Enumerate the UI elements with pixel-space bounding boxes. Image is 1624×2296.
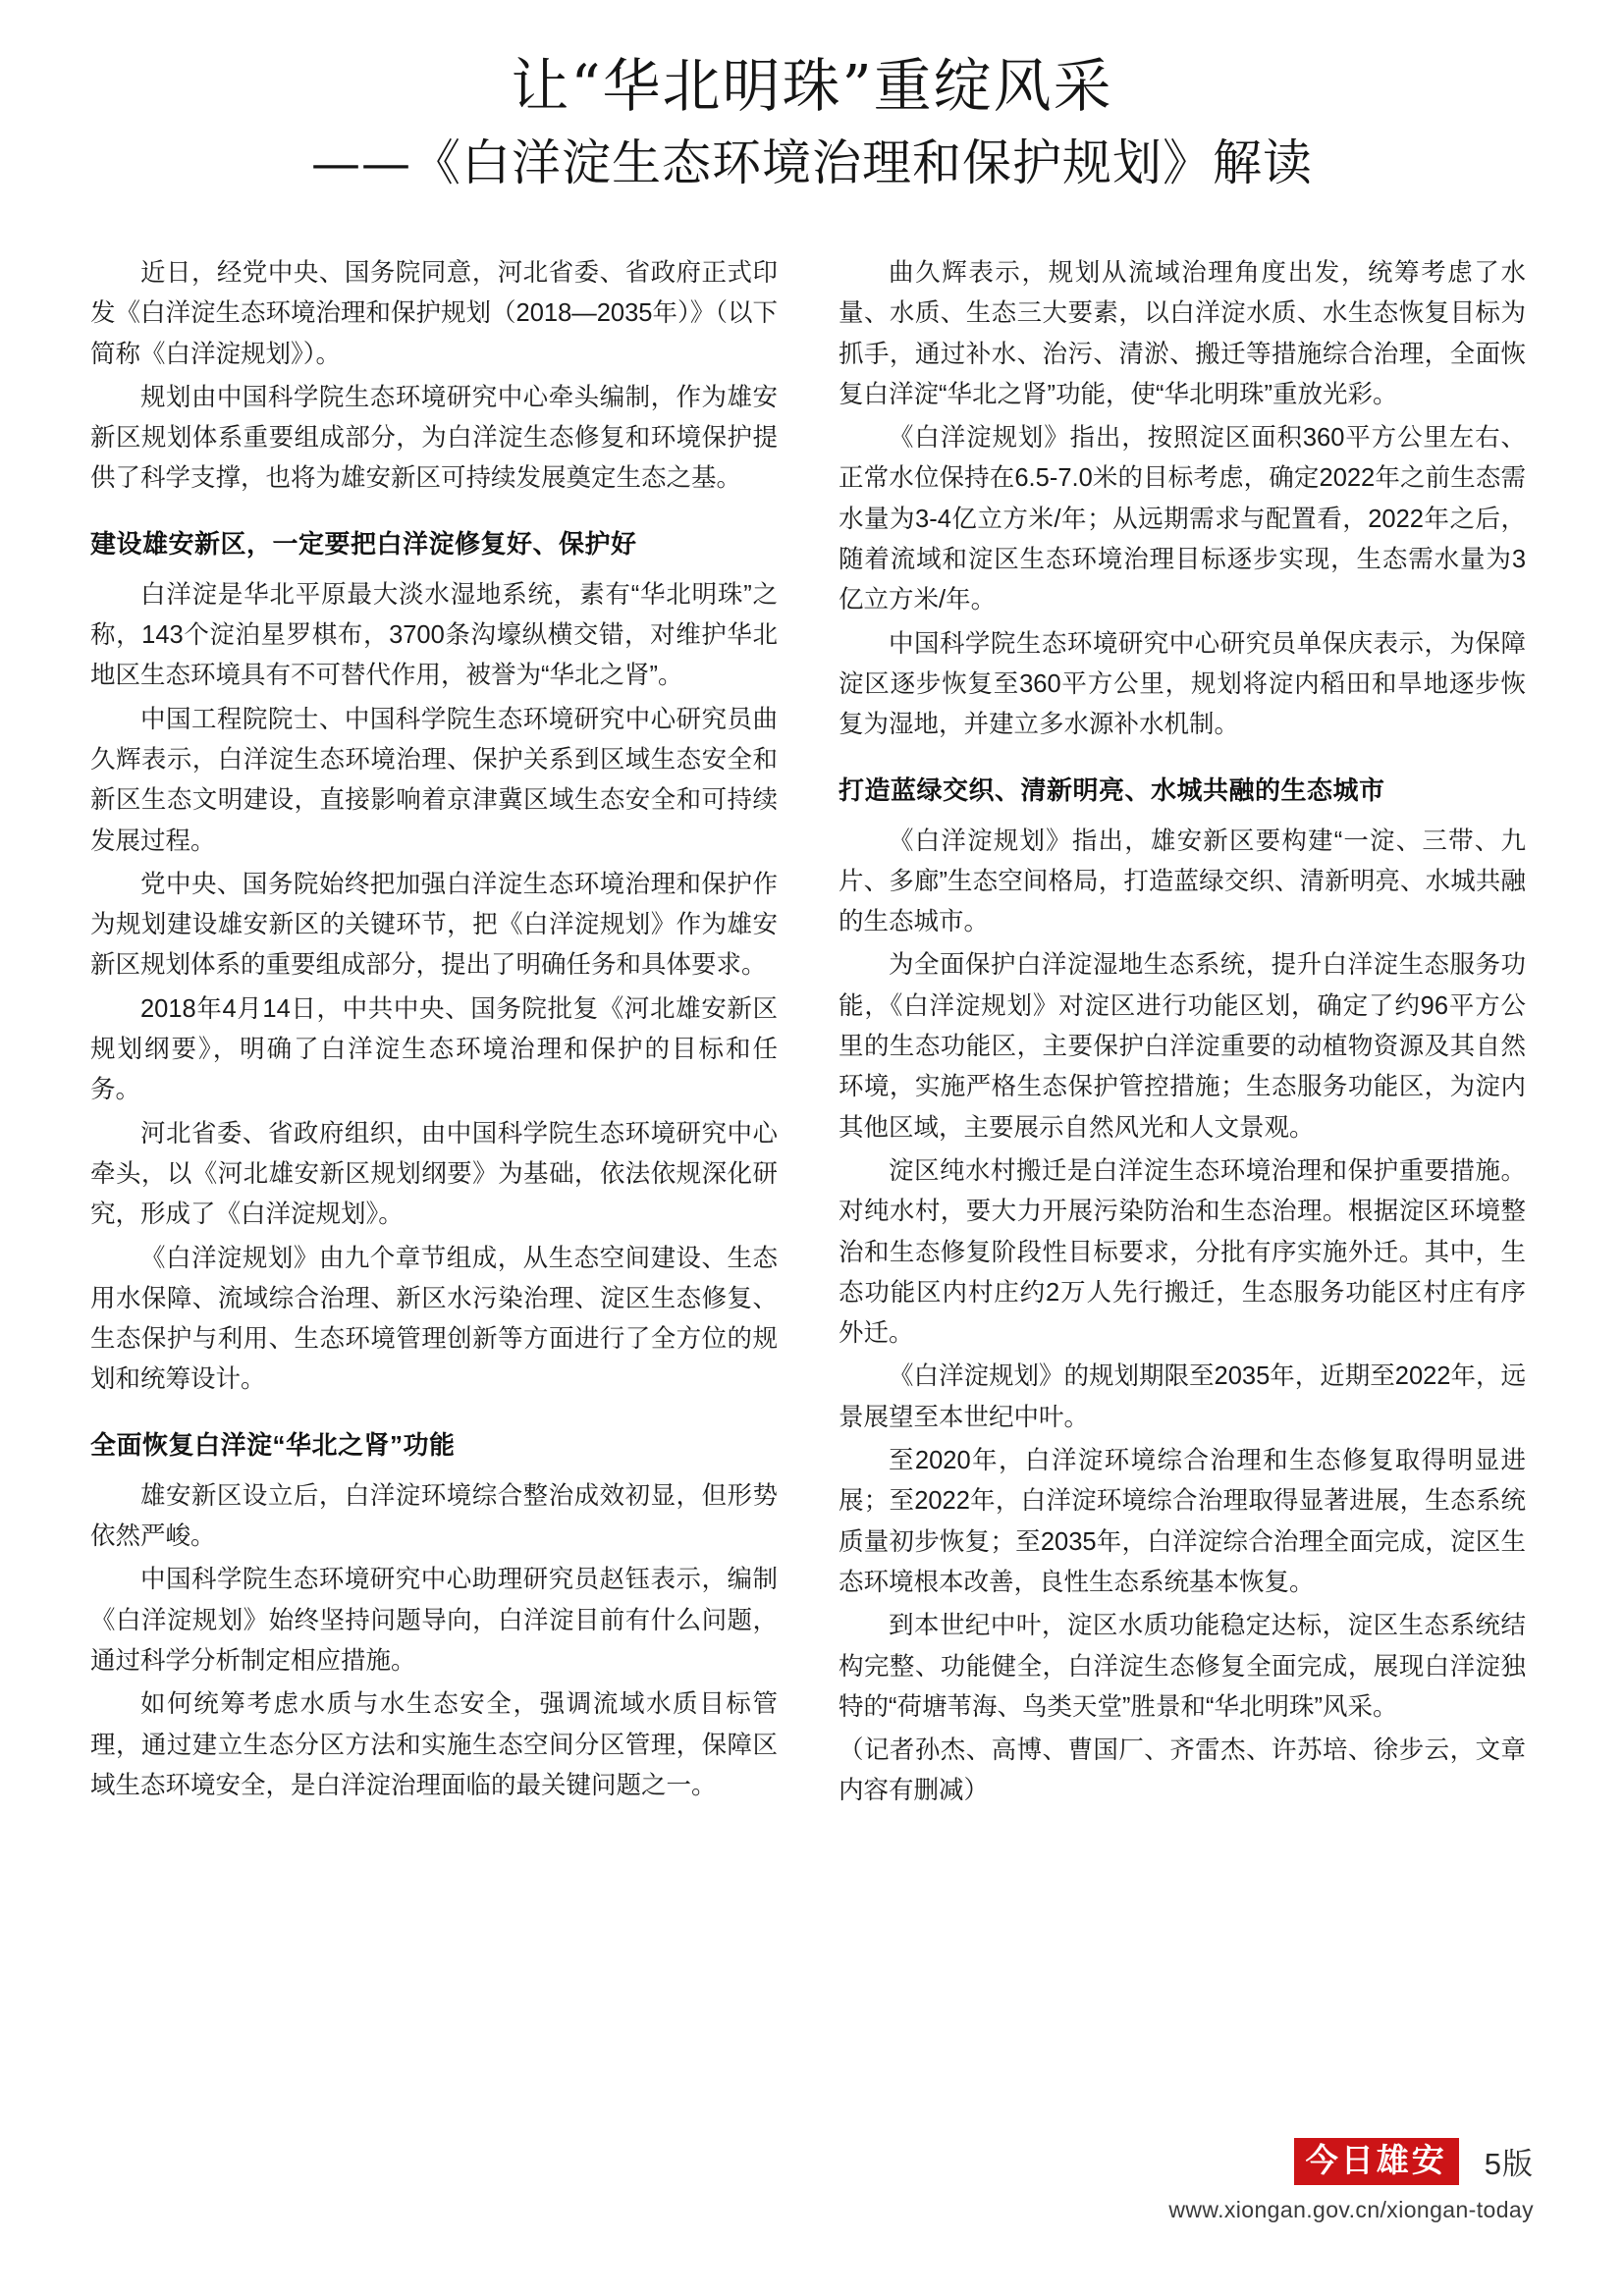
page-number: 5版 [1484, 2147, 1534, 2181]
article-paragraph: （记者孙杰、高博、曹国厂、齐雷杰、许苏培、徐步云，文章内容有删减） [839, 1736, 1526, 1805]
right-column [839, 253, 1526, 1815]
article-paragraph: 《白洋淀规划》由九个章节组成，从生态空间建设、生态用水保障、流域综合治理、新区水污染治理、淀区生态修复、生态保护与利用、生态环境管理创新等方面进行了全方位的规划和统筹设计。 [90, 1244, 778, 1394]
article-paragraph: 淀区纯水村搬迁是白洋淀生态环境治理和保护重要措施。对纯水村，要大力开展污染防治和生态治理。根据淀区环境整治和生态修复阶段性目标要求，分批有序实施外迁。其中，生态功能区内村庄约2万人先行搬迁，生态服务功能区村庄有序外迁。 [839, 1156, 1526, 1348]
left-column [90, 253, 778, 1815]
section-subheading: 打造蓝绿交织、清新明亮、水城共融的生态城市 [839, 774, 1385, 805]
article-paragraph: 中国科学院生态环境研究中心研究员单保庆表示，为保障淀区逐步恢复至360平方公里，规划将淀内稻田和旱地逐步恢复为湿地，并建立多水源补水机制。 [839, 629, 1526, 739]
page-footer [984, 2138, 1534, 2223]
article-paragraph: 中国科学院生态环境研究中心助理研究员赵钰表示，编制《白洋淀规划》始终坚持问题导向，白洋淀目前有什么问题，通过科学分析制定相应措施。 [90, 1566, 778, 1675]
section-subheading: 全面恢复白洋淀“华北之肾”功能 [90, 1429, 456, 1460]
footer-row [984, 2138, 1534, 2185]
article-paragraph: 党中央、国务院始终把加强白洋淀生态环境治理和保护作为规划建设雄安新区的关键环节，把《白洋淀规划》作为雄安新区规划体系的重要组成部分，提出了明确任务和具体要求。 [90, 870, 778, 980]
article-paragraph: 到本世纪中叶，淀区水质功能稳定达标，淀区生态系统结构完整、功能健全，白洋淀生态修复全面完成，展现白洋淀独特的“荷塘苇海、鸟类天堂”胜景和“华北明珠”风采。 [839, 1612, 1526, 1721]
article-paragraph: 河北省委、省政府组织，由中国科学院生态环境研究中心牵头，以《河北雄安新区规划纲要》为基础，依法依规深化研究，形成了《白洋淀规划》。 [90, 1119, 778, 1229]
article-paragraph: 规划由中国科学院生态环境研究中心牵头编制，作为雄安新区规划体系重要组成部分，为白洋淀生态修复和环境保护提供了科学支撑，也将为雄安新区可持续发展奠定生态之基。 [90, 383, 778, 493]
article-paragraph: 白洋淀是华北平原最大淡水湿地系统，素有“华北明珠”之称，143个淀泊星罗棋布，3700条沟壕纵横交错，对维护华北地区生态环境具有不可替代作用，被誉为“华北之肾”。 [90, 580, 778, 690]
title-subtitle: ——《白洋淀生态环境治理和保护规划》解读 [311, 133, 1313, 191]
article-paragraph: 如何统筹考虑水质与水生态安全，强调流域水质目标管理，通过建立生态分区方法和实施生态空间分区管理，保障区域生态环境安全，是白洋淀治理面临的最关键问题之一。 [90, 1690, 778, 1799]
article-paragraph: 《白洋淀规划》指出，雄安新区要构建“一淀、三带、九片、多廊”生态空间格局，打造蓝绿交织、清新明亮、水城共融的生态城市。 [839, 827, 1526, 936]
article-paragraph: 中国工程院院士、中国科学院生态环境研究中心研究员曲久辉表示，白洋淀生态环境治理、保护关系到区域生态安全和新区生态文明建设，直接影响着京津冀区域生态安全和可持续发展过程。 [90, 705, 778, 855]
title-main: 让“华北明珠”重绽风采 [511, 52, 1113, 120]
article-columns [90, 253, 1534, 1815]
section-subheading: 建设雄安新区，一定要把白洋淀修复好、保护好 [90, 528, 637, 559]
site-url: www.xiongan.gov.cn/xiongan-today [1168, 2197, 1534, 2222]
article-paragraph: 近日，经党中央、国务院同意，河北省委、省政府正式印发《白洋淀生态环境治理和保护规划（2018—2035年）》（以下简称《白洋淀规划》）。 [90, 259, 778, 368]
article-paragraph: 曲久辉表示，规划从流域治理角度出发，统筹考虑了水量、水质、生态三大要素，以白洋淀水质、水生态恢复目标为抓手，通过补水、治污、清淤、搬迁等措施综合治理，全面恢复白洋淀“华北之肾”功能，使“华北明珠”重放光彩。 [839, 259, 1526, 408]
article-paragraph: 2018年4月14日，中共中央、国务院批复《河北雄安新区规划纲要》，明确了白洋淀生态环境治理和保护的目标和任务。 [90, 994, 778, 1104]
article-paragraph: 《白洋淀规划》的规划期限至2035年，近期至2022年，远景展望至本世纪中叶。 [839, 1362, 1526, 1431]
article-paragraph: 至2020年，白洋淀环境综合治理和生态修复取得明显进展；至2022年，白洋淀环境综合治理取得显著进展，生态系统质量初步恢复；至2035年，白洋淀综合治理全面完成，淀区生态环境根本改善，良性生态系统基本恢复。 [839, 1447, 1526, 1596]
article-paragraph: 雄安新区设立后，白洋淀环境综合整治成效初显，但形势依然严峻。 [90, 1481, 778, 1551]
article-paragraph: 《白洋淀规划》指出，按照淀区面积360平方公里左右、正常水位保持在6.5-7.0米的目标考虑，确定2022年之前生态需水量为3-4亿立方米/年；从远期需求与配置看，2022年之后，随着流域和淀区生态环境治理目标逐步实现，生态需水量为3亿立方米/年。 [839, 424, 1526, 614]
article-paragraph: 为全面保护白洋淀湿地生态系统，提升白洋淀生态服务功能，《白洋淀规划》对淀区进行功能区划，确定了约96平方公里的生态功能区，主要保护白洋淀重要的动植物资源及其自然环境，实施严格生态保护管控措施；生态服务功能区，为淀内其他区域，主要展示自然风光和人文景观。 [839, 951, 1526, 1142]
page-title [0, 51, 1624, 195]
publication-brand: 今日雄安 [1294, 2138, 1459, 2185]
